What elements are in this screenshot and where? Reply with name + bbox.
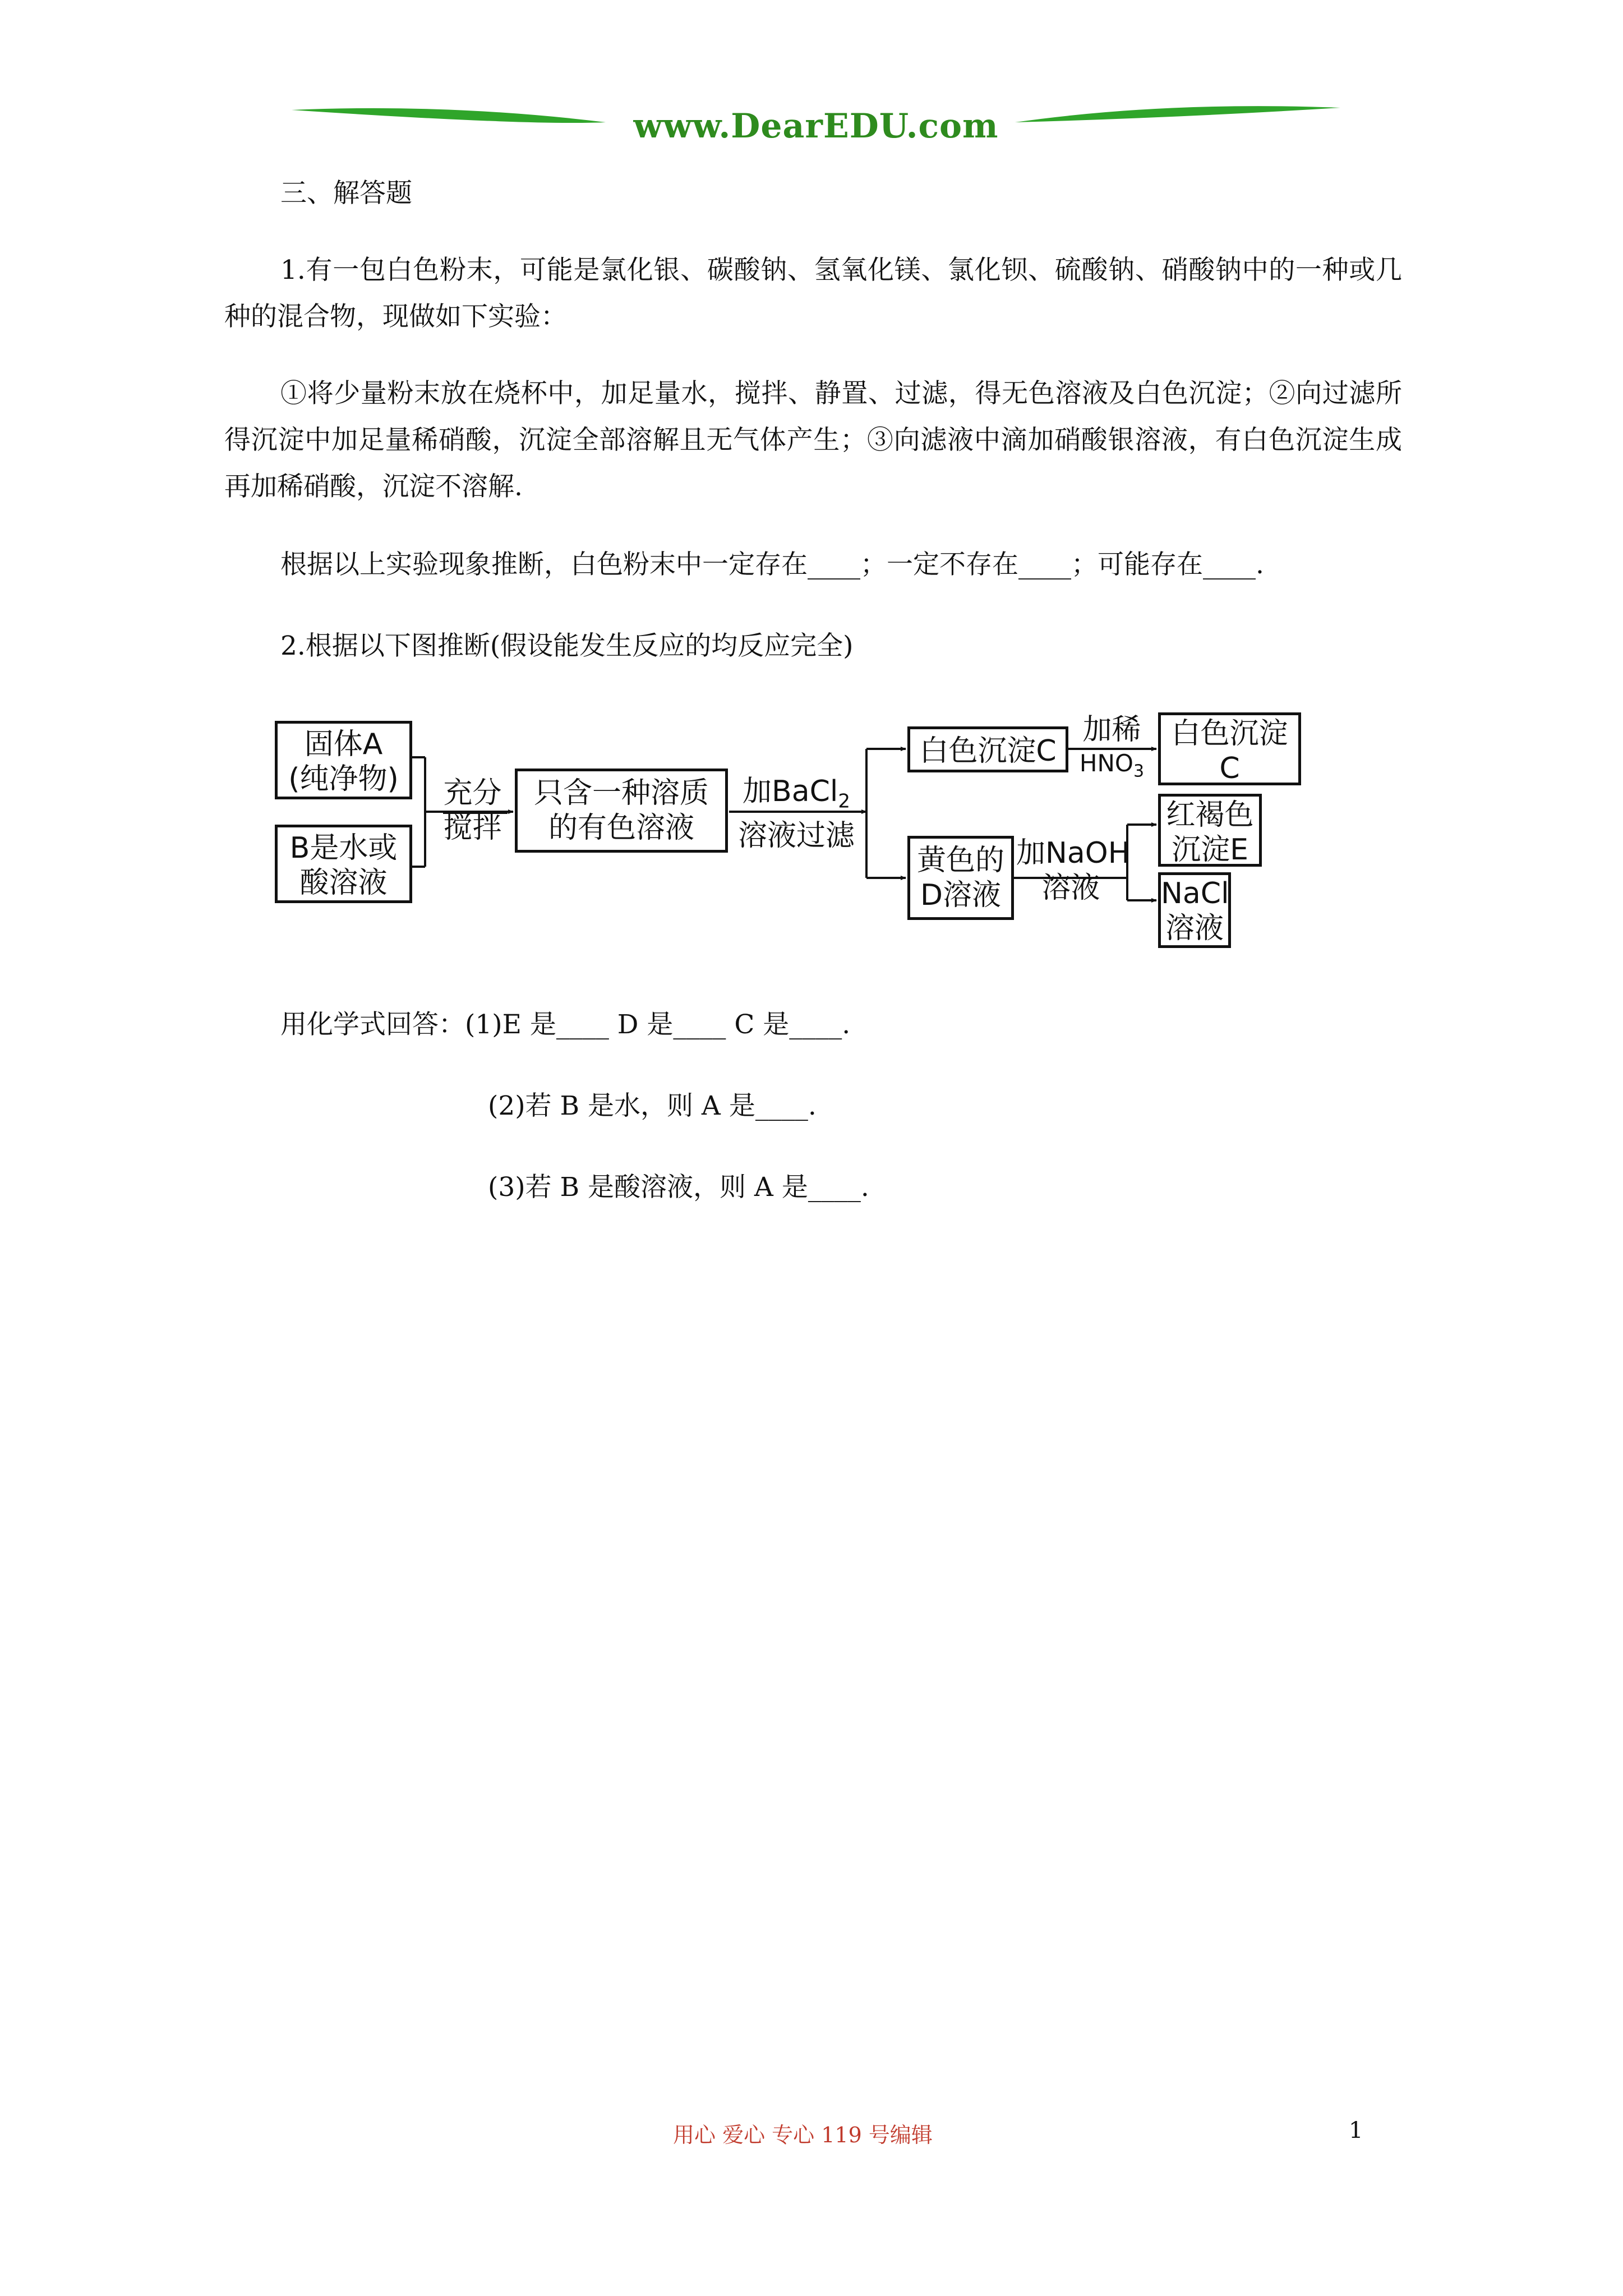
flow-diagram <box>275 704 1312 962</box>
solid-a-box <box>275 721 412 799</box>
naoh-solution-text: 溶液 <box>1041 871 1100 905</box>
white-ppt-c-box <box>1158 712 1301 785</box>
add-naoh-label <box>1016 836 1130 905</box>
section-title: 三、解答题 <box>280 178 412 209</box>
white-ppt-text: 白色沉淀C <box>919 734 1057 768</box>
solid-a-line2: (纯净物) <box>288 762 399 796</box>
page-number: 1 <box>1349 2118 1363 2143</box>
bacl2-text: 加BaCl <box>743 775 838 808</box>
q2-ask-3: (3)若 B 是酸溶液，则 A 是____. <box>488 1172 869 1203</box>
red-brown-line1: 红褐色 <box>1166 798 1254 832</box>
q2-intro: 2.根据以下图推断(假设能发生反应的均反应完全) <box>280 631 854 661</box>
site-url: www.DearEDU.com <box>633 107 999 146</box>
add-bacl2-label <box>732 774 861 853</box>
nacl-box <box>1158 872 1231 948</box>
red-brown-e-box <box>1158 794 1262 867</box>
white-ppt-c-line2: C <box>1219 752 1240 785</box>
hno3-text: HNO <box>1079 749 1133 777</box>
q1-steps: ①将少量粉末放在烧杯中，加足量水，搅拌、静置、过滤，得无色溶液及白色沉淀；②向过滤所得沉淀中加足量稀硝酸，沉淀全部溶解且无气体产生；③向滤液中滴加硝酸银溶液，有白色沉淀生成再加稀硝酸，沉淀不溶解. <box>224 378 1402 502</box>
nacl-line2: 溶液 <box>1165 912 1224 945</box>
footer-note: 用心 爱心 专心 119 号编辑 <box>673 2123 933 2147</box>
add-dilute-text: 加稀 <box>1082 713 1141 747</box>
yellow-d-line1: 黄色的 <box>916 844 1004 877</box>
bacl2-subscript: 2 <box>838 790 850 813</box>
red-brown-line2: 沉淀E <box>1172 833 1248 867</box>
stir-line2: 搅拌 <box>443 811 502 845</box>
add-hno3-label <box>1071 712 1152 788</box>
white-ppt-box <box>907 726 1068 772</box>
site-banner <box>292 95 1340 163</box>
filter-text: 溶液过滤 <box>737 819 855 853</box>
stir-label <box>437 776 508 845</box>
solid-a-line1: 固体A <box>304 728 383 761</box>
hno3-subscript: 3 <box>1133 761 1145 781</box>
solution-line2: 的有色溶液 <box>548 811 694 845</box>
stir-line1: 充分 <box>443 776 502 810</box>
add-naoh-text: 加NaOH <box>1016 836 1130 870</box>
stir-underline <box>443 812 508 814</box>
white-ppt-c-line1: 白色沉淀 <box>1171 717 1288 751</box>
yellow-d-box <box>907 836 1014 920</box>
q2-ask-1: 用化学式回答：(1)E 是____ D 是____ C 是____. <box>280 1009 851 1040</box>
nacl-line1: NaCl <box>1161 877 1229 910</box>
b-liquid-line1: B是水或 <box>289 831 398 865</box>
colored-solution-box <box>515 769 728 853</box>
b-liquid-line2: 酸溶液 <box>299 866 388 900</box>
q2-ask-2: (2)若 B 是水，则 A 是____. <box>488 1091 817 1121</box>
solution-line1: 只含一种溶质 <box>533 776 709 810</box>
yellow-d-line2: D溶液 <box>920 878 1002 912</box>
q1-ask: 根据以上实验现象推断，白色粉末中一定存在____；一定不存在____；可能存在____. <box>280 549 1264 580</box>
b-liquid-box <box>275 825 412 903</box>
q1-intro: 1.有一包白色粉末，可能是氯化银、碳酸钠、氢氧化镁、氯化钡、硫酸钠、硝酸钠中的一种或几种的混合物，现做如下实验： <box>224 255 1402 332</box>
